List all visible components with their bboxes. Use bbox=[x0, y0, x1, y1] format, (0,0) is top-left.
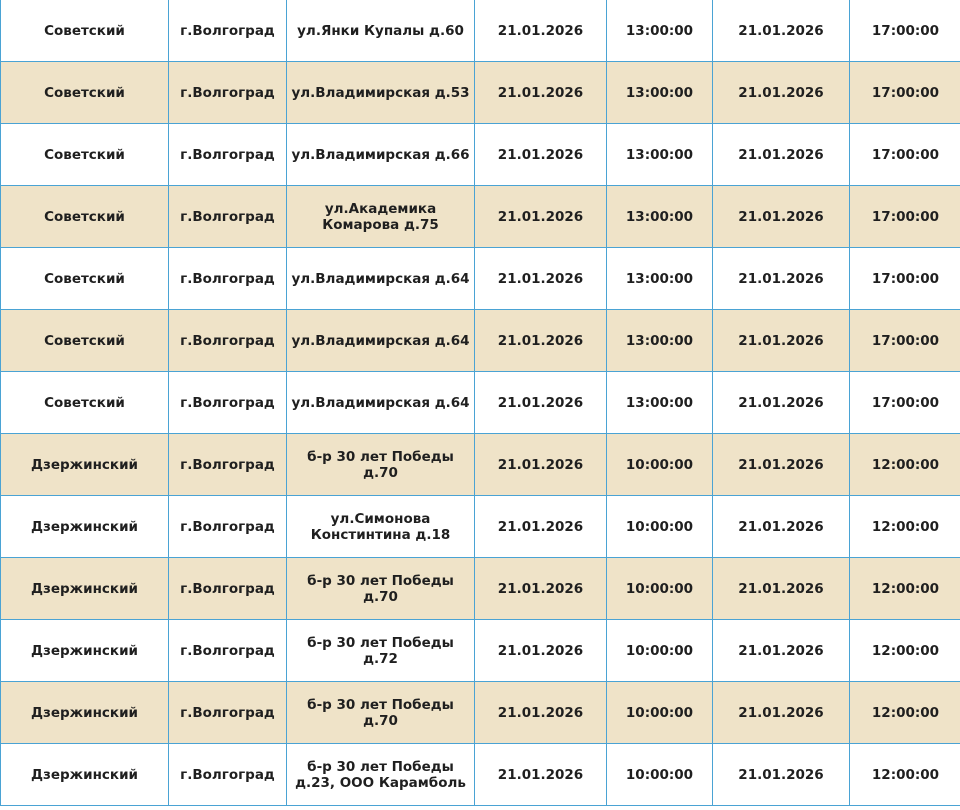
city-cell: г.Волгоград bbox=[169, 744, 287, 806]
table-row bbox=[1, 62, 960, 124]
address-cell: ул.Владимирская д.53 bbox=[287, 62, 475, 124]
start-date-cell: 21.01.2026 bbox=[475, 744, 607, 806]
district-cell: Дзержинский bbox=[1, 558, 169, 620]
address-cell: ул.Янки Купалы д.60 bbox=[287, 0, 475, 62]
end-time-cell: 12:00:00 bbox=[850, 558, 960, 620]
city-cell: г.Волгоград bbox=[169, 434, 287, 496]
table-row bbox=[1, 124, 960, 186]
end-date-cell: 21.01.2026 bbox=[713, 186, 850, 248]
table-row bbox=[1, 496, 960, 558]
district-cell: Дзержинский bbox=[1, 434, 169, 496]
city-cell: г.Волгоград bbox=[169, 124, 287, 186]
district-cell: Дзержинский bbox=[1, 744, 169, 806]
district-cell: Советский bbox=[1, 186, 169, 248]
start-date-cell: 21.01.2026 bbox=[475, 372, 607, 434]
start-time-cell: 13:00:00 bbox=[607, 0, 713, 62]
start-time-cell: 10:00:00 bbox=[607, 434, 713, 496]
table-row bbox=[1, 372, 960, 434]
address-cell: ул.Академика Комарова д.75 bbox=[287, 186, 475, 248]
start-time-cell: 10:00:00 bbox=[607, 620, 713, 682]
table-row bbox=[1, 310, 960, 372]
start-date-cell: 21.01.2026 bbox=[475, 124, 607, 186]
district-cell: Дзержинский bbox=[1, 682, 169, 744]
city-cell: г.Волгоград bbox=[169, 372, 287, 434]
end-date-cell: 21.01.2026 bbox=[713, 248, 850, 310]
address-cell: ул.Владимирская д.64 bbox=[287, 310, 475, 372]
start-time-cell: 13:00:00 bbox=[607, 310, 713, 372]
city-cell: г.Волгоград bbox=[169, 310, 287, 372]
end-date-cell: 21.01.2026 bbox=[713, 310, 850, 372]
end-time-cell: 12:00:00 bbox=[850, 496, 960, 558]
city-cell: г.Волгоград bbox=[169, 620, 287, 682]
end-date-cell: 21.01.2026 bbox=[713, 434, 850, 496]
end-time-cell: 17:00:00 bbox=[850, 124, 960, 186]
table-body bbox=[1, 0, 960, 806]
table-row bbox=[1, 744, 960, 806]
start-date-cell: 21.01.2026 bbox=[475, 62, 607, 124]
city-cell: г.Волгоград bbox=[169, 186, 287, 248]
city-cell: г.Волгоград bbox=[169, 558, 287, 620]
start-time-cell: 10:00:00 bbox=[607, 496, 713, 558]
end-time-cell: 12:00:00 bbox=[850, 620, 960, 682]
end-time-cell: 17:00:00 bbox=[850, 186, 960, 248]
city-cell: г.Волгоград bbox=[169, 0, 287, 62]
start-date-cell: 21.01.2026 bbox=[475, 434, 607, 496]
city-cell: г.Волгоград bbox=[169, 496, 287, 558]
district-cell: Советский bbox=[1, 248, 169, 310]
table-row bbox=[1, 248, 960, 310]
start-time-cell: 10:00:00 bbox=[607, 744, 713, 806]
start-date-cell: 21.01.2026 bbox=[475, 620, 607, 682]
address-cell: ул.Владимирская д.66 bbox=[287, 124, 475, 186]
address-cell: б-р 30 лет Победы д.70 bbox=[287, 682, 475, 744]
end-date-cell: 21.01.2026 bbox=[713, 62, 850, 124]
district-cell: Советский bbox=[1, 0, 169, 62]
address-cell: ул.Владимирская д.64 bbox=[287, 248, 475, 310]
start-date-cell: 21.01.2026 bbox=[475, 682, 607, 744]
district-cell: Советский bbox=[1, 124, 169, 186]
table-row bbox=[1, 558, 960, 620]
start-time-cell: 13:00:00 bbox=[607, 248, 713, 310]
end-date-cell: 21.01.2026 bbox=[713, 682, 850, 744]
start-date-cell: 21.01.2026 bbox=[475, 248, 607, 310]
end-date-cell: 21.01.2026 bbox=[713, 496, 850, 558]
table-row bbox=[1, 0, 960, 62]
start-time-cell: 13:00:00 bbox=[607, 372, 713, 434]
table-row bbox=[1, 620, 960, 682]
end-time-cell: 12:00:00 bbox=[850, 434, 960, 496]
table-row bbox=[1, 434, 960, 496]
district-cell: Советский bbox=[1, 310, 169, 372]
address-cell: б-р 30 лет Победы д.23, ООО Карамболь bbox=[287, 744, 475, 806]
start-date-cell: 21.01.2026 bbox=[475, 496, 607, 558]
end-date-cell: 21.01.2026 bbox=[713, 558, 850, 620]
end-time-cell: 12:00:00 bbox=[850, 682, 960, 744]
city-cell: г.Волгоград bbox=[169, 248, 287, 310]
start-date-cell: 21.01.2026 bbox=[475, 310, 607, 372]
end-date-cell: 21.01.2026 bbox=[713, 0, 850, 62]
address-cell: б-р 30 лет Победы д.72 bbox=[287, 620, 475, 682]
table-row bbox=[1, 682, 960, 744]
end-date-cell: 21.01.2026 bbox=[713, 620, 850, 682]
end-time-cell: 17:00:00 bbox=[850, 248, 960, 310]
end-time-cell: 17:00:00 bbox=[850, 0, 960, 62]
city-cell: г.Волгоград bbox=[169, 62, 287, 124]
start-time-cell: 10:00:00 bbox=[607, 558, 713, 620]
end-time-cell: 17:00:00 bbox=[850, 62, 960, 124]
end-time-cell: 17:00:00 bbox=[850, 372, 960, 434]
start-time-cell: 13:00:00 bbox=[607, 62, 713, 124]
start-time-cell: 13:00:00 bbox=[607, 186, 713, 248]
table-row bbox=[1, 186, 960, 248]
district-cell: Советский bbox=[1, 62, 169, 124]
address-cell: б-р 30 лет Победы д.70 bbox=[287, 434, 475, 496]
end-date-cell: 21.01.2026 bbox=[713, 124, 850, 186]
city-cell: г.Волгоград bbox=[169, 682, 287, 744]
end-time-cell: 12:00:00 bbox=[850, 744, 960, 806]
address-cell: б-р 30 лет Победы д.70 bbox=[287, 558, 475, 620]
district-cell: Дзержинский bbox=[1, 620, 169, 682]
start-date-cell: 21.01.2026 bbox=[475, 0, 607, 62]
district-cell: Дзержинский bbox=[1, 496, 169, 558]
address-cell: ул.Симонова Констинтина д.18 bbox=[287, 496, 475, 558]
end-time-cell: 17:00:00 bbox=[850, 310, 960, 372]
start-time-cell: 10:00:00 bbox=[607, 682, 713, 744]
end-date-cell: 21.01.2026 bbox=[713, 372, 850, 434]
district-cell: Советский bbox=[1, 372, 169, 434]
start-date-cell: 21.01.2026 bbox=[475, 558, 607, 620]
start-time-cell: 13:00:00 bbox=[607, 124, 713, 186]
end-date-cell: 21.01.2026 bbox=[713, 744, 850, 806]
address-cell: ул.Владимирская д.64 bbox=[287, 372, 475, 434]
start-date-cell: 21.01.2026 bbox=[475, 186, 607, 248]
